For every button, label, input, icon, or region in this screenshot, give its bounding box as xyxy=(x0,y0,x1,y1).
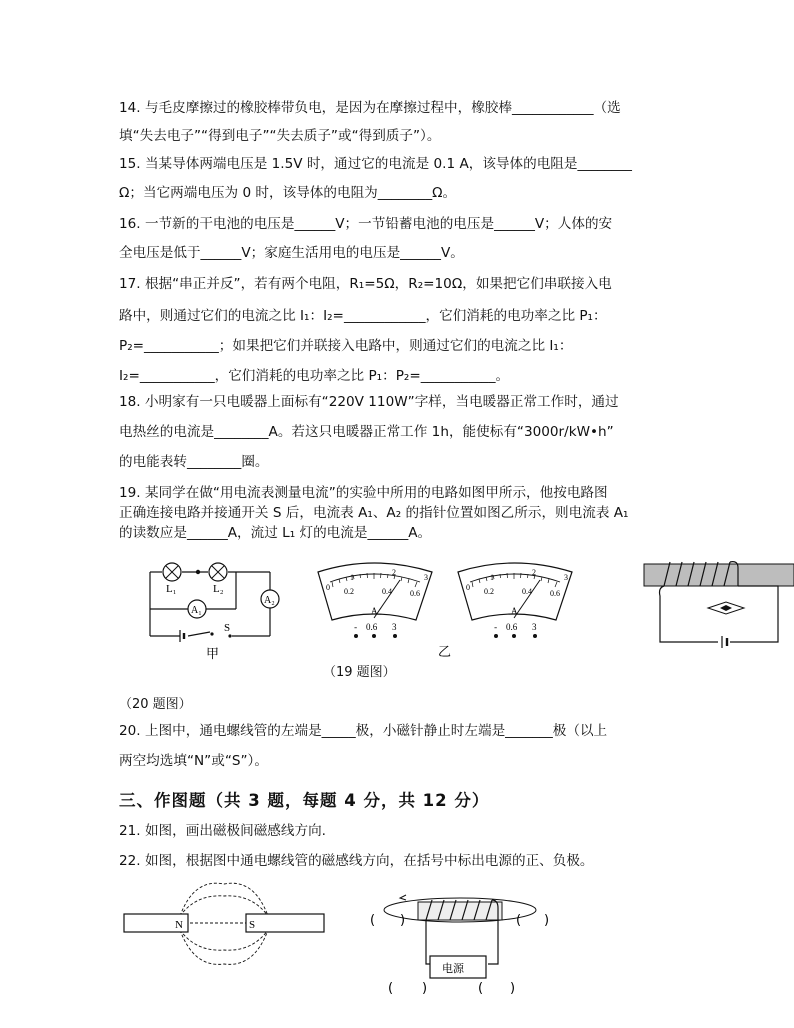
q19-line3: 的读数应是______A，流过 L₁ 灯的电流是______A。 xyxy=(119,525,432,541)
q17-line3: P₂=___________；如果把它们并联接入电路中，则通过它们的电流之比 I₁： xyxy=(119,338,573,354)
dial2-scale-bottom-06: 0.6 xyxy=(550,589,560,598)
q20-line1: 20. 上图中，通电螺线管的左端是_____极，小磁针静止时左端是_______极（以上 xyxy=(119,723,608,739)
dial1-scale-top-3: 3 xyxy=(424,573,428,582)
q18-line3: 的电能表转________圈。 xyxy=(119,454,269,470)
junction-dot xyxy=(196,570,200,574)
lamp-l1-label: L₁ xyxy=(166,583,177,595)
dial2-scale-top-1: 1 xyxy=(490,573,494,582)
ammeter-a1-label: A₁ xyxy=(191,605,202,616)
q17-line2: 路中，则通过它们的电流之比 I₁：I₂=____________，它们消耗的电功率之比 P₁： xyxy=(119,308,607,324)
q19-line2: 正确连接电路并接通开关 S 后，电流表 A₁、A₂ 的指针位置如图乙所示，则电流表 A₁ xyxy=(119,505,629,521)
dial1-scale-top-1: 1 xyxy=(350,573,354,582)
dial1-terminal-minus: - xyxy=(354,623,358,633)
bracket-bottom-right-open: ( xyxy=(478,981,484,996)
lamp-l2-label: L₂ xyxy=(213,583,224,595)
q15-line2: Ω；当它两端电压为 0 时，该导体的电阻为________Ω。 xyxy=(119,185,457,201)
lamp-l1-icon xyxy=(163,563,181,581)
fig19-jia-label: 甲 xyxy=(206,647,220,662)
power-source-label: 电源 xyxy=(442,962,464,975)
dial1-scale-bottom-06: 0.6 xyxy=(410,589,420,598)
switch-icon xyxy=(210,632,213,635)
dial2-scale-bottom-0: 0 xyxy=(466,583,470,592)
q18-line2: 电热丝的电流是________A。若这只电暖器正常工作 1h，能使标有“3000r/kW•h” xyxy=(119,424,614,440)
q14-line1: 14. 与毛皮摩擦过的橡胶棒带负电，是因为在摩擦过程中，橡胶棒____________（选 xyxy=(119,100,621,116)
bracket-bottom-right-close: ) xyxy=(510,981,516,996)
q20-line2: 两空均选填“N”或“S”）。 xyxy=(119,753,268,769)
q22-text: 22. 如图，根据图中通电螺线管的磁感线方向，在括号中标出电源的正、负极。 xyxy=(119,853,594,869)
lamp-l2-icon xyxy=(209,563,227,581)
dial2-terminal-3: 3 xyxy=(532,622,537,632)
dial1-scale-bottom-02: 0.2 xyxy=(344,587,354,596)
fig19-ammeter-dials xyxy=(308,552,598,657)
fig19-caption: （19 题图） xyxy=(323,665,396,680)
dial2-scale-top-2: 2 xyxy=(532,568,536,577)
dial1-scale-bottom-0: 0 xyxy=(326,583,330,592)
dial1-terminal-06: 0.6 xyxy=(366,622,378,632)
bracket-right-open: ( xyxy=(516,913,522,928)
q18-line1: 18. 小明家有一只电暖器上面标有“220V 110W”字样，当电暖器正常工作时，通过 xyxy=(119,394,619,410)
dial2-center-a: A xyxy=(511,606,518,616)
q16-line2: 全电压是低于______V；家庭生活用电的电压是______V。 xyxy=(119,245,464,261)
dial1-terminal-3: 3 xyxy=(392,622,397,632)
switch-label: S xyxy=(224,622,231,634)
fig19-circuit-diagram xyxy=(140,552,290,664)
dial1-scale-top-2: 2 xyxy=(392,568,396,577)
compass-needle-icon xyxy=(708,602,744,614)
bracket-bottom-left-open: ( xyxy=(388,981,394,996)
bracket-left-close: ) xyxy=(400,913,406,928)
bracket-right-close: ) xyxy=(544,913,550,928)
q17-line1: 17. 根据“串正并反”，若有两个电阻，R₁=5Ω，R₂=10Ω，如果把它们串联接入电 xyxy=(119,276,612,292)
q19-line1: 19. 某同学在做“用电流表测量电流”的实验中所用的电路如图甲所示，他按电路图 xyxy=(119,485,608,501)
fig20-caption: （20 题图） xyxy=(119,697,192,712)
magnet-s-label: S xyxy=(249,919,256,931)
dial2-scale-bottom-02: 0.2 xyxy=(484,587,494,596)
dial2-scale-bottom-04: 0.4 xyxy=(522,587,532,596)
q14-line2: 填“失去电子”“得到电子”“失去质子”或“得到质子”）。 xyxy=(119,128,441,144)
fig21-magnet-diagram xyxy=(120,880,330,970)
q15-line1: 15. 当某导体两端电压是 1.5V 时，通过它的电流是 0.1 A，该导体的电阻是________ xyxy=(119,156,632,172)
dial2-scale-top-3: 3 xyxy=(564,573,568,582)
q16-line1: 16. 一节新的干电池的电压是______V；一节铅蓄电池的电压是______V；人体的安 xyxy=(119,216,613,232)
bracket-bottom-left-close: ) xyxy=(422,981,428,996)
fig22-solenoid-diagram xyxy=(360,880,560,998)
magnet-n-label: N xyxy=(175,919,183,931)
dial1-scale-bottom-04: 0.4 xyxy=(382,587,392,596)
section-3-heading: 三、作图题（共 3 题，每题 4 分，共 12 分） xyxy=(119,791,490,810)
dial2-terminal-06: 0.6 xyxy=(506,622,518,632)
fig19-yi-label: 乙 xyxy=(438,645,452,657)
bracket-left-open: ( xyxy=(370,913,376,928)
field-arrow-icon xyxy=(400,895,406,900)
q21-text: 21. 如图，画出磁极间磁感线方向. xyxy=(119,823,326,839)
q17-line4: I₂=___________，它们消耗的电功率之比 P₁：P₂=___________。 xyxy=(119,368,510,384)
dial1-center-a: A xyxy=(371,606,378,616)
ammeter-a2-label: A₂ xyxy=(264,595,275,606)
fig20-solenoid-diagram xyxy=(642,556,794,652)
dial2-terminal-minus: - xyxy=(494,623,498,633)
magnet-s-bar xyxy=(246,914,324,932)
